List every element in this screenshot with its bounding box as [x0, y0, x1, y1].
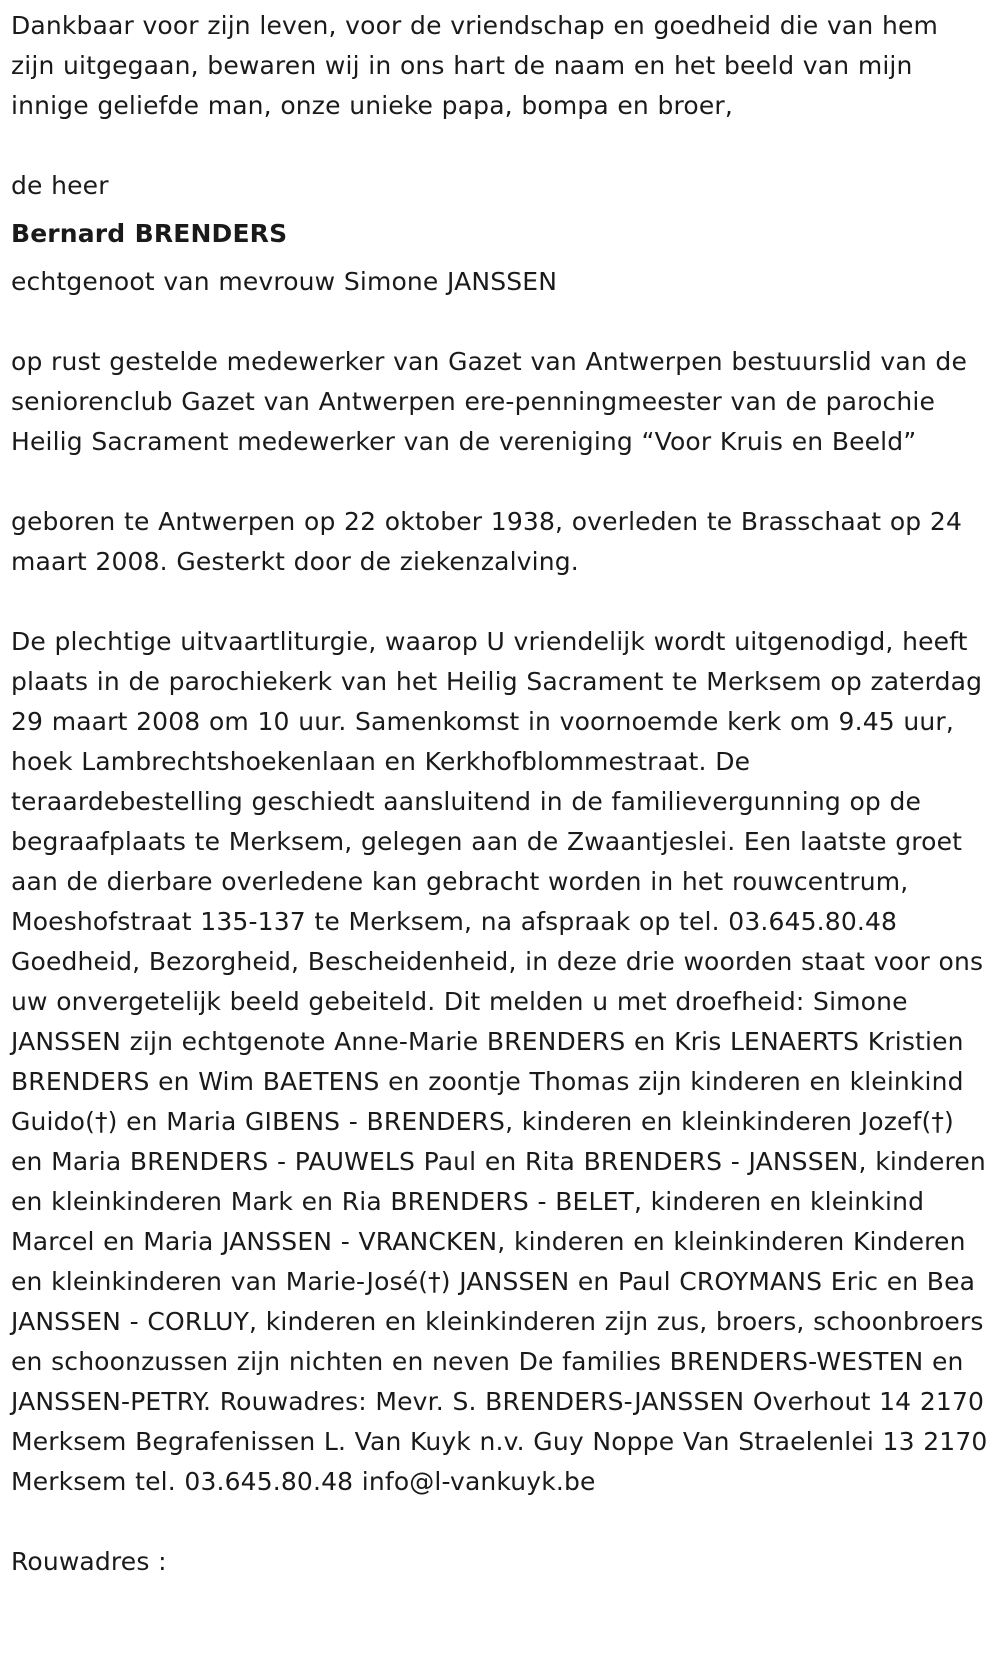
spacer: [11, 582, 989, 622]
spacer: [11, 462, 989, 502]
spacer: [11, 206, 989, 214]
spacer: [11, 1502, 989, 1542]
birth-death-paragraph: geboren te Antwerpen op 22 oktober 1938, overleden te Brasschaat op 24 maart 2008. Gesterkt door de ziekenzalving.: [11, 507, 963, 576]
ceremony-paragraph: De plechtige uitvaartliturgie, waarop U vriendelijk wordt uitgenodigd, heeft plaats in de parochiekerk van het Heilig Sacrament te Merksem op zaterdag 29 maart 2008 om 10 uur. Samenkomst in voornoemde kerk om 9.45 uur, hoek Lambrechtshoekenlaan en Kerkhofblommestraat. De teraardebestelling geschiedt aansluitend in de familievergunning op de begraafplaats te Merksem, gelegen aan de Zwaantjeslei. Een laatste groet aan de dierbare overledene kan gebracht worden in het rouwcentrum, Moeshofstraat 135-137 te Merksem, na afspraak op tel. 03.645.80.48 Goedheid, Bezorgheid, Bescheidenheid, in deze drie woorden staat voor ons uw onvergetelijk beeld gebeiteld. Dit melden u met droefheid: Simone JANSSEN zijn echtgenote Anne-Marie BRENDERS en Kris LENAERTS Kristien BRENDERS en Wim BAETENS en zoontje Thomas zijn kinderen en kleinkind Guido(†) en Maria GIBENS - BRENDERS, kinderen en kleinkinderen Jozef(†) en Maria BRENDERS - PAUWELS Paul en Rita BRENDERS - JANSSEN, kinderen en kleinkinderen Mark en Ria BRENDERS - BELET, kinderen en kleinkind Marcel en Maria JANSSEN - VRANCKEN, kinderen en kleinkinderen Kinderen en kleinkinderen van Marie-José(†) JANSSEN en Paul CROYMANS Eric en Bea JANSSEN - CORLUY, kinderen en kleinkinderen zijn zus, broers, schoonbroers en schoonzussen zijn nichten en neven De families BRENDERS-WESTEN en JANSSEN-PETRY. Rouwadres: Mevr. S. BRENDERS-JANSSEN Overhout 14 2170 Merksem Begrafenissen L. Van Kuyk n.v. Guy Noppe Van Straelenlei 13 2170 Merksem tel. 03.645.80.48 info@l-vankuyk.be: [11, 627, 988, 1496]
spacer: [11, 126, 989, 166]
intro-paragraph: Dankbaar voor zijn leven, voor de vriendschap en goedheid die van hem zijn uitgegaan, bewaren wij in ons hart de naam en het beeld van mijn innige geliefde man, onze unieke papa, bompa en broer,: [11, 11, 939, 120]
spacer: [11, 302, 989, 342]
roles-paragraph: op rust gestelde medewerker van Gazet van Antwerpen bestuurslid van de seniorenclub Gazet van Antwerpen ere-penningmeester van de parochie Heilig Sacrament medewerker van de vereniging “Voor Kruis en Beeld”: [11, 347, 967, 456]
spacer: [11, 254, 989, 262]
spouse-line: echtgenoot van mevrouw Simone JANSSEN: [11, 267, 558, 296]
salutation: de heer: [11, 171, 109, 200]
footer-label: Rouwadres :: [11, 1547, 167, 1576]
deceased-name: Bernard BRENDERS: [11, 219, 288, 248]
